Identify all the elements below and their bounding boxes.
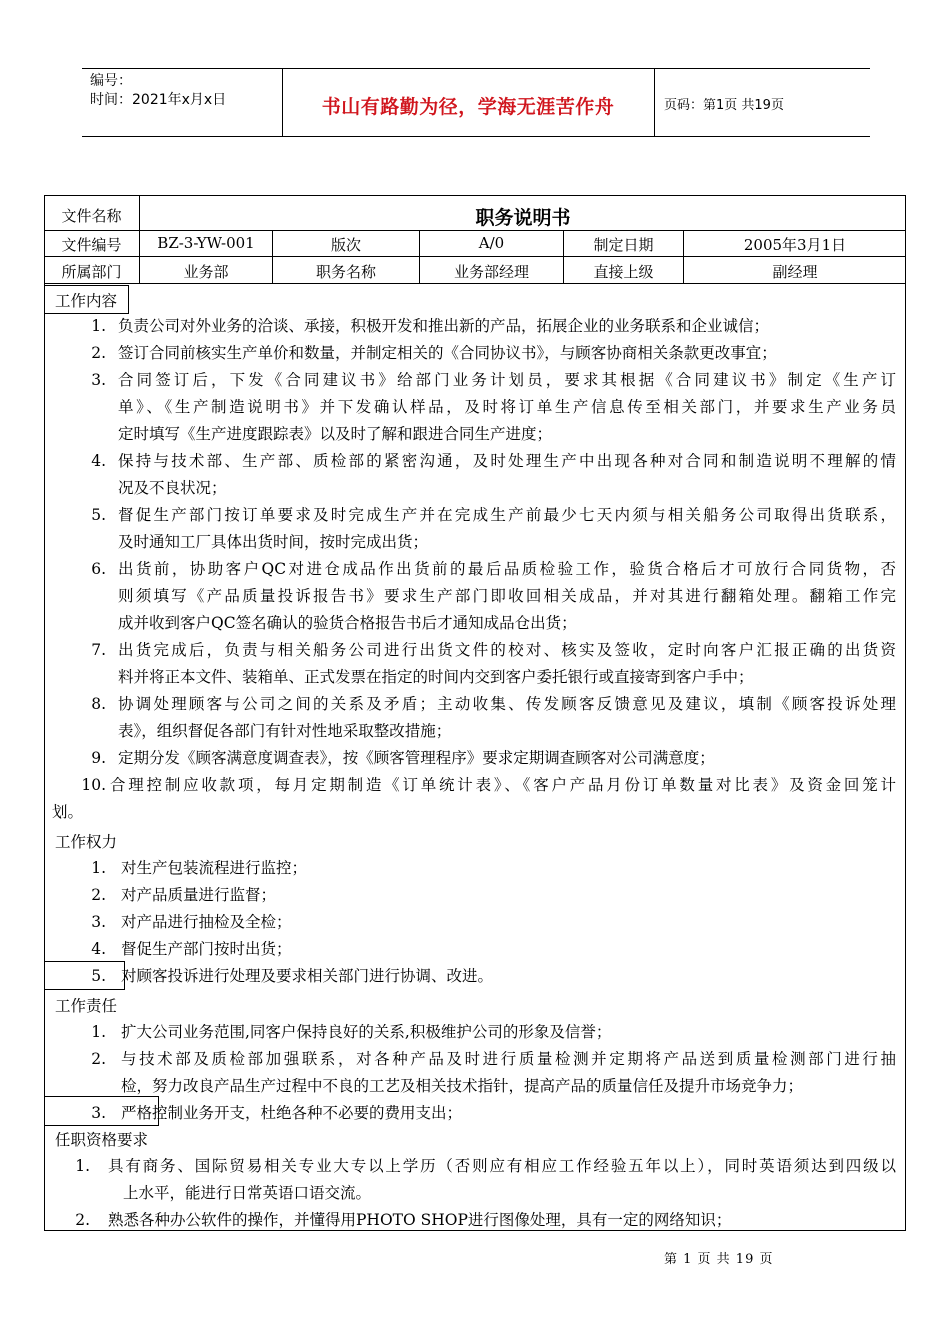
list-item-number: 1.: [75, 1157, 90, 1175]
file-name-label: 文件名称: [61, 207, 122, 225]
supervisor-label: 直接上级: [593, 263, 654, 281]
table-rule: [44, 256, 906, 257]
header-divider: [654, 68, 655, 136]
list-item-number: 2.: [91, 886, 106, 904]
list-item-text: 保持与技术部、生产部、质检部的紧密沟通，及时处理生产中出现各种对合同和制造说明不理解的情: [118, 452, 896, 470]
list-item-number: 9.: [91, 749, 106, 767]
list-item-text: 对生产包装流程进行监控；: [121, 859, 308, 877]
header-bottom-rule: [82, 136, 870, 137]
list-item-text: 对产品质量进行监督；: [121, 886, 277, 904]
list-item-text: 定时填写《生产进度跟踪表》以及时了解和跟进合同生产进度；: [118, 425, 553, 443]
list-item-text: 检，努力改良产品生产过程中不良的工艺及相关技术指针，提高产品的质量信任及提升市场竞争力；: [121, 1077, 804, 1095]
list-item-text: 出货完成后，负责与相关船务公司进行出货文件的校对、核实及签收，定时向客户汇报正确的出货资: [118, 641, 896, 659]
list-item-text: 签订合同前核实生产单价和数量，并制定相关的《合同协议书》，与顾客协商相关条款更改事宜；: [118, 344, 777, 362]
list-item-text: 严格控制业务开支，杜绝各种不必要的费用支出；: [121, 1104, 463, 1122]
list-item-number: 7.: [91, 641, 106, 659]
list-item-text: 对产品进行抽检及全检；: [121, 913, 292, 931]
list-item-text: 扩大公司业务范围,同客户保持良好的关系,积极维护公司的形象及信誉；: [121, 1023, 612, 1041]
list-item-text: 熟悉各种办公软件的操作，并懂得用PHOTO SHOP进行图像处理，具有一定的网络知识；: [108, 1211, 732, 1229]
list-item-number: 6.: [91, 560, 106, 578]
responsibility-title: 工作责任: [55, 997, 118, 1015]
list-item-text: 表》，组织督促各部门有针对性地采取整改措施；: [118, 722, 452, 740]
header-page-info: 页码：第1页 共19页: [664, 98, 784, 113]
position-value: 业务部经理: [453, 263, 529, 281]
document-time: 时间：2021年x月x日: [90, 92, 227, 108]
document-title: 职务说明书: [475, 207, 571, 229]
file-number-label: 文件编号: [61, 236, 122, 254]
authority-title: 工作权力: [55, 833, 118, 851]
duties-title: 工作内容: [55, 292, 118, 310]
list-item-text: 督促生产部门按订单要求及时完成生产并在完成生产前最少七天内须与相关船务公司取得出货联系，: [118, 506, 896, 524]
list-item-text: 与技术部及质检部加强联系，对各种产品及时进行质量检测并定期将产品送到质量检测部门进行抽: [121, 1050, 896, 1068]
list-item-text: 出货前，协助客户QC对进仓成品作出货前的最后品质检验工作，验货合格后才可放行合同货物，否: [118, 560, 896, 578]
file-number-value: BZ-3-YW-001: [157, 234, 255, 252]
list-item-text: 对顾客投诉进行处理及要求相关部门进行协调、改进。: [121, 967, 494, 985]
table-rule: [44, 283, 906, 284]
header-top-rule: [82, 68, 870, 69]
list-item-number: 3.: [91, 1104, 106, 1122]
list-item-number: 5.: [91, 967, 106, 985]
list-item-number: 1.: [91, 317, 106, 335]
list-item-text: 划。: [52, 803, 84, 821]
list-item-text: 协调处理顾客与公司之间的关系及矛盾；主动收集、传发顾客反馈意见及建议，填制《顾客投诉处理: [118, 695, 896, 713]
list-item-text: 督促生产部门按时出货；: [121, 940, 292, 958]
list-item-text: 具有商务、国际贸易相关专业大专以上学历（否则应有相应工作经验五年以上），同时英语须达到四级以: [108, 1157, 896, 1175]
issue-date-label: 制定日期: [593, 236, 654, 254]
list-item-number: 8.: [91, 695, 106, 713]
list-item-text: 负责公司对外业务的洽谈、承接，积极开发和推出新的产品，拓展企业的业务联系和企业诚信；: [118, 317, 770, 335]
list-item-text: 上水平，能进行日常英语口语交流。: [123, 1184, 372, 1202]
list-item-number: 10.: [81, 776, 106, 794]
qualification-title: 任职资格要求: [55, 1131, 149, 1149]
list-item-text: 合同签订后，下发《合同建议书》给部门业务计划员，要求其根据《合同建议书》制定《生产订: [118, 371, 896, 389]
list-item-number: 2.: [91, 1050, 106, 1068]
list-item-number: 5.: [91, 506, 106, 524]
department-label: 所属部门: [61, 263, 122, 281]
item-box: [44, 961, 125, 990]
table-rule: [44, 230, 906, 231]
list-item-text: 况及不良状况；: [118, 479, 227, 497]
list-item-number: 1.: [91, 859, 106, 877]
list-item-text: 成并收到客户QC签名确认的验货合格报告书后才通知成品仓出货；: [118, 614, 577, 632]
header-motto: 书山有路勤为径，学海无涯苦作舟: [321, 96, 615, 118]
list-item-number: 2.: [75, 1211, 90, 1229]
list-item-text: 及时通知工厂具体出货时间，按时完成出货；: [118, 533, 429, 551]
header-meta: [90, 72, 226, 110]
list-item-number: 4.: [91, 452, 106, 470]
list-item-number: 2.: [91, 344, 106, 362]
page-footer: 第 1 页 共 19 页: [664, 1252, 774, 1267]
list-item-number: 3.: [91, 371, 106, 389]
header-divider: [282, 68, 283, 136]
position-label: 职务名称: [315, 263, 376, 281]
version-label: 版次: [330, 236, 361, 254]
list-item-text: 单》、《生产制造说明书》并下发确认样品，及时将订单生产信息传至相关部门，并要求生产业务员: [118, 398, 896, 416]
list-item-text: 合理控制应收款项，每月定期制造《订单统计表》、《客户产品月份订单数量对比表》及资金回笼计: [110, 776, 896, 794]
list-item-number: 1.: [91, 1023, 106, 1041]
supervisor-value: 副经理: [772, 263, 818, 281]
department-value: 业务部: [183, 263, 229, 281]
list-item-text: 定期分发《顾客满意度调查表》，按《顾客管理程序》要求定期调查顾客对公司满意度；: [118, 749, 715, 767]
issue-date-value: 2005年3月1日: [743, 236, 847, 254]
list-item-number: 4.: [91, 940, 106, 958]
list-item-number: 3.: [91, 913, 106, 931]
item-box: [44, 1096, 159, 1126]
document-number-label: 编号：: [90, 73, 132, 89]
list-item-text: 料并将正本文件、装箱单、正式发票在指定的时间内交到客户委托银行或直接寄到客户手中；: [118, 668, 754, 686]
version-value: A/0: [478, 234, 505, 252]
list-item-text: 则须填写《产品质量投诉报告书》要求生产部门即收回相关成品，并对其进行翻箱处理。翻箱工作完: [118, 587, 896, 605]
